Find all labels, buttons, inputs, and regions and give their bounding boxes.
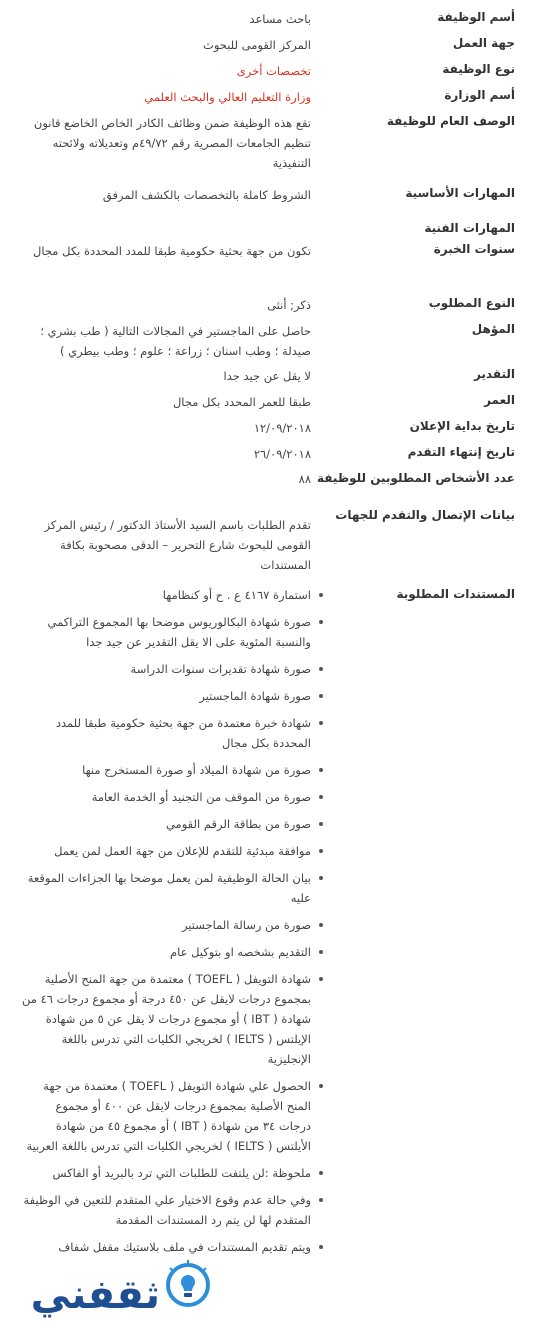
list-item: صورة شهادة الماجستير (20, 686, 325, 706)
field-label: المهارات الأساسية (405, 186, 515, 200)
documents-list (20, 585, 325, 1264)
field-label: العمر (484, 393, 515, 407)
field-value: باحث مساعد (249, 12, 311, 26)
field-value: حاصل على الماجستير في المجالات التالية ( طب بشري ؛ صيدلة ؛ وطب اسنان ؛ زراعة ؛ علوم ؛ وطب بيطري ) (40, 324, 311, 358)
ministry-link[interactable]: وزارة التعليم العالي والبحث العلمي (144, 90, 311, 104)
field-value: ١٢/٠٩/٢٠١٨ (253, 421, 311, 435)
list-item: صورة شهادة البكالوريوس موضحا بها المجموع التراكمي والنسبة المئوية على الا يقل التقدير عن جيد جدا (20, 612, 325, 652)
list-item: التقديم بشخصه او بتوكيل عام (20, 942, 325, 962)
list-item: موافقة مبدئية للتقدم للإعلان من جهة العمل لمن يعمل (20, 841, 325, 861)
list-item: صورة من الموقف من التجنيد أو الخدمة العامة (20, 787, 325, 807)
field-label: المؤهل (471, 322, 515, 336)
field-label: تاريخ إنتهاء التقدم (407, 445, 515, 459)
field-value: لا يقل عن جيد جدا (223, 369, 311, 383)
field-value: الشروط كاملة بالتخصصات بالكشف المرفق (102, 188, 311, 202)
list-item: صورة من بطاقة الرقم القومي (20, 814, 325, 834)
field-value: ذكر; أنثى (267, 298, 311, 312)
field-label: سنوات الخبرة (433, 242, 515, 256)
watermark-logo (10, 1258, 255, 1320)
list-item: ويتم تقديم المستندات في ملف بلاستيك مقفل شفاف (20, 1237, 325, 1257)
field-value: ٢٦/٠٩/٢٠١٨ (253, 447, 311, 461)
field-value: تقدم الطلبات باسم السيد الأستاذ الدكتور / رئيس المركز القومى للبحوث شارع التحرير – الدقى مصحوبة بكافة المستندات (44, 518, 311, 572)
field-label: المستندات المطلوبة (396, 587, 515, 601)
list-item: وفي حالة عدم وقوع الاختيار علي المتقدم للتعين في الوظيفة المتقدم لها لن يتم رد المستندات المقدمة (20, 1190, 325, 1230)
field-label: أسم الوزارة (444, 88, 515, 102)
field-value: ٨٨ (298, 472, 311, 486)
list-item: صورة من شهادة الميلاد أو صورة المستخرج منها (20, 760, 325, 780)
field-label: تاريخ بداية الإعلان (409, 419, 515, 433)
field-value: طبقا للعمر المحدد بكل مجال (172, 395, 311, 409)
field-label: الوصف العام للوظيفة (386, 114, 515, 128)
list-item: صورة من رسالة الماجستير (20, 915, 325, 935)
list-item: صورة شهادة تقديرات سنوات الدراسة (20, 659, 325, 679)
list-item: الحصول علي شهادة التويفل ( TOEFL ) معتمدة من جهة المنح الأصلية بمجموع درجات لايقل عن ٤٠٠ أو مجموع درجات ٣٤ من شهادة ( IBT ) أو مجموع ٤٥ من شهادة الأيلتس ( IELTS ) لخريجي الكليات التي تدرس باللغة العربية (20, 1076, 325, 1156)
list-item: بيان الحالة الوظيفية لمن يعمل موضحا بها الجزاءات الموقعة عليه (20, 868, 325, 908)
field-label: أسم الوظيفة (437, 10, 515, 24)
field-label: جهة العمل (452, 36, 515, 50)
list-item: شهادة خبرة معتمدة من جهة بحثية حكومية طبقا للمدد المحددة بكل مجال (20, 713, 325, 753)
field-value: تكون من جهة بحثية حكومية طبقا للمدد المحددة بكل مجال (33, 244, 311, 258)
field-label: عدد الأشخاص المطلوبين للوظيفة (317, 471, 515, 485)
field-value: تقع هذه الوظيفة ضمن وظائف الكادر الخاص الخاضع قانون تنظيم الجامعات المصرية رقم ٤٩/٧٢م وتعديلاته ولائحته التنفيذية (33, 116, 311, 170)
field-label: المهارات الفنية (424, 221, 515, 235)
field-value: المركز القومى للبحوث (203, 38, 311, 52)
list-item: استمارة ٤١٦٧ ع . ح أو كنظامها (20, 585, 325, 605)
field-label: نوع الوظيفة (442, 62, 515, 76)
job-type-link[interactable]: تخصصات أخرى (236, 64, 311, 78)
list-item: ملحوظة :لن يلتفت للطلبات التي ترد بالبريد أو الفاكس (20, 1163, 325, 1183)
field-label: النوع المطلوب (428, 296, 515, 310)
lightbulb-icon (168, 1260, 208, 1305)
field-label: التقدير (473, 367, 515, 381)
logo-text: ثقفني (30, 1272, 160, 1318)
list-item: شهادة التويفل ( TOEFL ) معتمدة من جهة المنح الأصلية بمجموع درجات لايقل عن ٤٥٠ درجة أو مجموع درجات ٤٦ من شهادة ( IBT ) أو مجموع درجات لا يقل عن ٥ من شهادة الإيلتس ( IELTS ) لخريجي الكليات التي تدرس باللغة الإنجليزية (20, 969, 325, 1069)
field-label: بيانات الإتصال والتقدم للجهات (335, 508, 515, 522)
